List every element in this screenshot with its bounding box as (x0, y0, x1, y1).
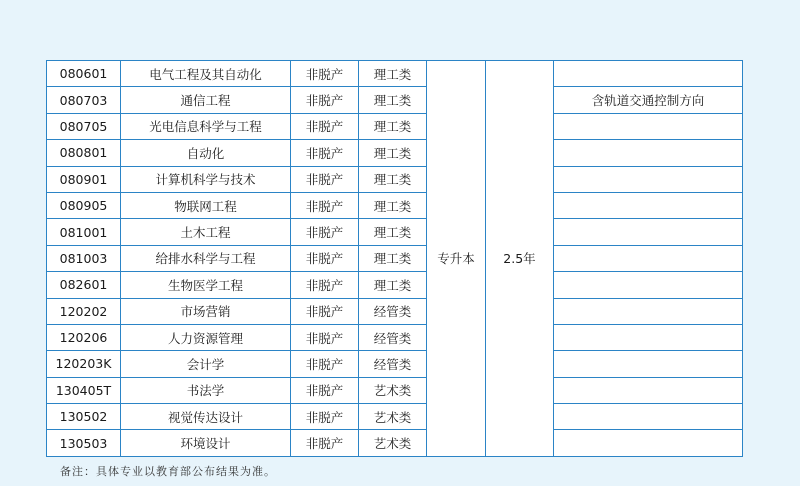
table-row (47, 140, 743, 166)
remark-cell (554, 192, 743, 218)
study-mode-cell: 非脱产 (291, 166, 359, 192)
study-mode-cell: 非脱产 (291, 377, 359, 403)
remark-cell (554, 140, 743, 166)
study-mode-cell: 非脱产 (291, 245, 359, 271)
study-mode-cell: 非脱产 (291, 272, 359, 298)
remark-cell (554, 61, 743, 87)
remark-cell (554, 298, 743, 324)
table-row (47, 272, 743, 298)
category-cell: 理工类 (359, 192, 427, 218)
study-mode-cell: 非脱产 (291, 192, 359, 218)
remark-cell (554, 166, 743, 192)
category-cell: 经管类 (359, 324, 427, 350)
major-name-cell: 会计学 (121, 351, 291, 377)
remark-cell (554, 430, 743, 456)
major-name-cell: 人力资源管理 (121, 324, 291, 350)
study-mode-cell: 非脱产 (291, 324, 359, 350)
remark-cell (554, 113, 743, 139)
major-code-cell: 120203K (47, 351, 121, 377)
remark-cell (554, 245, 743, 271)
major-code-cell: 082601 (47, 272, 121, 298)
footnote: 备注：具体专业以教育部公布结果为准。 (60, 465, 276, 478)
category-cell: 经管类 (359, 351, 427, 377)
category-cell: 理工类 (359, 272, 427, 298)
remark-cell (554, 377, 743, 403)
category-cell: 理工类 (359, 113, 427, 139)
category-cell: 艺术类 (359, 404, 427, 430)
major-name-cell: 市场营销 (121, 298, 291, 324)
table-row (47, 87, 743, 113)
program-table (46, 60, 743, 457)
major-code-cell: 120202 (47, 298, 121, 324)
study-mode-cell: 非脱产 (291, 140, 359, 166)
study-mode-cell: 非脱产 (291, 113, 359, 139)
table-row (47, 61, 743, 87)
program-table-body (47, 61, 743, 457)
study-mode-cell: 非脱产 (291, 87, 359, 113)
table-row (47, 404, 743, 430)
major-code-cell: 080901 (47, 166, 121, 192)
level-cell: 专升本 (427, 61, 486, 457)
remark-cell (554, 324, 743, 350)
table-row (47, 245, 743, 271)
remark-cell (554, 219, 743, 245)
remark-cell (554, 404, 743, 430)
major-name-cell: 电气工程及其自动化 (121, 61, 291, 87)
major-code-cell: 081003 (47, 245, 121, 271)
category-cell: 理工类 (359, 166, 427, 192)
major-code-cell: 080801 (47, 140, 121, 166)
major-code-cell: 080905 (47, 192, 121, 218)
major-name-cell: 土木工程 (121, 219, 291, 245)
major-name-cell: 物联网工程 (121, 192, 291, 218)
table-row (47, 113, 743, 139)
study-mode-cell: 非脱产 (291, 404, 359, 430)
table-row (47, 219, 743, 245)
table-row (47, 430, 743, 456)
table-row (47, 298, 743, 324)
category-cell: 理工类 (359, 245, 427, 271)
table-row (47, 377, 743, 403)
major-name-cell: 环境设计 (121, 430, 291, 456)
major-name-cell: 视觉传达设计 (121, 404, 291, 430)
major-name-cell: 计算机科学与技术 (121, 166, 291, 192)
table-row (47, 192, 743, 218)
category-cell: 经管类 (359, 298, 427, 324)
study-mode-cell: 非脱产 (291, 61, 359, 87)
major-name-cell: 生物医学工程 (121, 272, 291, 298)
table-row (47, 324, 743, 350)
major-code-cell: 120206 (47, 324, 121, 350)
study-mode-cell: 非脱产 (291, 219, 359, 245)
major-name-cell: 光电信息科学与工程 (121, 113, 291, 139)
remark-cell (554, 272, 743, 298)
study-mode-cell: 非脱产 (291, 351, 359, 377)
major-name-cell: 自动化 (121, 140, 291, 166)
major-code-cell: 080705 (47, 113, 121, 139)
page-background-band (0, 0, 800, 60)
table-row (47, 351, 743, 377)
study-mode-cell: 非脱产 (291, 430, 359, 456)
category-cell: 理工类 (359, 87, 427, 113)
remark-cell (554, 351, 743, 377)
category-cell: 艺术类 (359, 377, 427, 403)
remark-cell: 含轨道交通控制方向 (554, 87, 743, 113)
major-code-cell: 081001 (47, 219, 121, 245)
major-name-cell: 通信工程 (121, 87, 291, 113)
major-code-cell: 080601 (47, 61, 121, 87)
major-code-cell: 130502 (47, 404, 121, 430)
category-cell: 艺术类 (359, 430, 427, 456)
major-name-cell: 书法学 (121, 377, 291, 403)
duration-cell: 2.5年 (486, 61, 554, 457)
major-code-cell: 080703 (47, 87, 121, 113)
study-mode-cell: 非脱产 (291, 298, 359, 324)
major-code-cell: 130405T (47, 377, 121, 403)
category-cell: 理工类 (359, 140, 427, 166)
category-cell: 理工类 (359, 61, 427, 87)
table-row (47, 166, 743, 192)
category-cell: 理工类 (359, 219, 427, 245)
major-code-cell: 130503 (47, 430, 121, 456)
major-name-cell: 给排水科学与工程 (121, 245, 291, 271)
